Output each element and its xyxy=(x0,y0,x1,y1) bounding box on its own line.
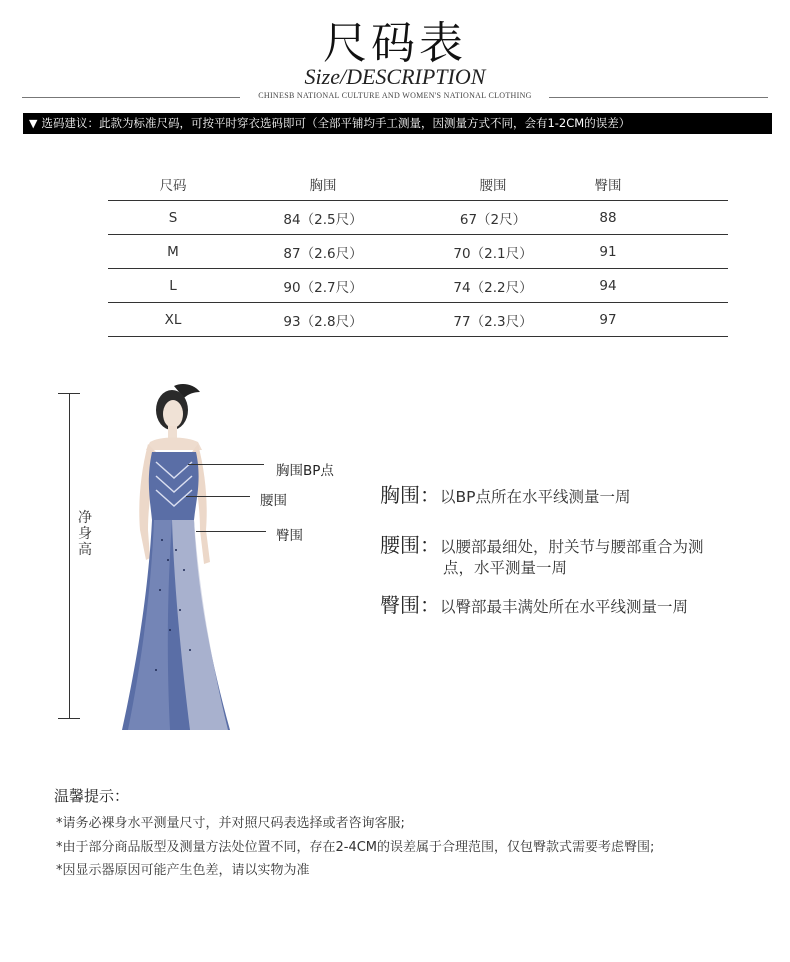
size-advice-text: 选码建议：此款为标准尺码，可按平时穿衣选码即可（全部平铺均手工测量，因测量方式不同，会有1-2CM的误差） xyxy=(41,116,631,130)
page-title: 尺码表 xyxy=(323,18,467,69)
triangle-down-icon: ▼ xyxy=(29,117,38,130)
tip-item: *由于部分商品版型及测量方法处位置不同，存在2-4CM的误差属于合理范围，仅包臀款式需要考虑臀围; xyxy=(56,840,655,855)
dress-model-illustration xyxy=(110,380,250,740)
tip-item: *请务必裸身水平测量尺寸，并对照尺码表选择或者咨询客服; xyxy=(56,816,405,831)
size-advice-banner xyxy=(23,113,772,134)
cell-size: M xyxy=(108,235,238,269)
table-row xyxy=(108,201,728,235)
table-header-row xyxy=(108,168,728,201)
table-row xyxy=(108,303,728,337)
page-subtitle-en: Size/DESCRIPTION xyxy=(304,64,486,89)
tip-item: *因显示器原因可能产生色差，请以实物为准 xyxy=(56,863,310,878)
hip-desc: 以臀部最丰满处所在水平线测量一周 xyxy=(440,598,689,616)
hip-term: 臀围： xyxy=(380,593,440,617)
chest-leader-line xyxy=(188,464,264,465)
cell-chest: 84（2.5尺） xyxy=(238,201,408,235)
height-ruler xyxy=(69,393,70,719)
cell-hip: 91 xyxy=(578,235,728,269)
header-hip: 臀围 xyxy=(594,178,622,194)
cell-waist: 70（2.1尺） xyxy=(408,235,578,269)
header-chest: 胸围 xyxy=(309,178,337,194)
header-tagline: CHINESB NATIONAL CULTURE AND WOMEN'S NATIONAL CLOTHING xyxy=(258,91,532,100)
height-ruler-bottom-tick xyxy=(58,718,80,719)
cell-hip: 97 xyxy=(578,303,728,337)
cell-waist: 77（2.3尺） xyxy=(408,303,578,337)
cell-hip: 94 xyxy=(578,269,728,303)
table-row xyxy=(108,269,728,303)
table-row xyxy=(108,235,728,269)
size-table xyxy=(108,168,728,337)
chest-definition xyxy=(380,483,630,509)
waist-desc-line1: 以腰部最细处，肘关节与腰部重合为测 xyxy=(440,538,704,556)
hip-leader-line xyxy=(196,531,266,532)
chest-desc: 以BP点所在水平线测量一周 xyxy=(440,488,631,506)
header-waist: 腰围 xyxy=(479,178,507,194)
waist-leader-line xyxy=(186,496,250,497)
cell-chest: 93（2.8尺） xyxy=(238,303,408,337)
tips-title: 温馨提示： xyxy=(54,787,130,805)
cell-size: XL xyxy=(108,303,238,337)
chest-bp-label: 胸围BP点 xyxy=(276,463,334,479)
cell-hip: 88 xyxy=(578,201,728,235)
chest-term: 胸围： xyxy=(380,483,440,507)
cell-size: S xyxy=(108,201,238,235)
cell-waist: 74（2.2尺） xyxy=(408,269,578,303)
height-ruler-top-tick xyxy=(58,393,80,394)
header-size: 尺码 xyxy=(159,178,187,194)
cell-size: L xyxy=(108,269,238,303)
waist-label: 腰围 xyxy=(260,493,287,509)
cell-chest: 87（2.6尺） xyxy=(238,235,408,269)
cell-waist: 67（2尺） xyxy=(408,201,578,235)
height-label: 净身高 xyxy=(75,508,95,560)
hip-definition xyxy=(380,593,688,619)
waist-definition-line2: 点，水平测量一周 xyxy=(443,559,568,577)
hip-label: 臀围 xyxy=(276,528,303,544)
cell-chest: 90（2.7尺） xyxy=(238,269,408,303)
waist-term: 腰围： xyxy=(380,533,440,557)
